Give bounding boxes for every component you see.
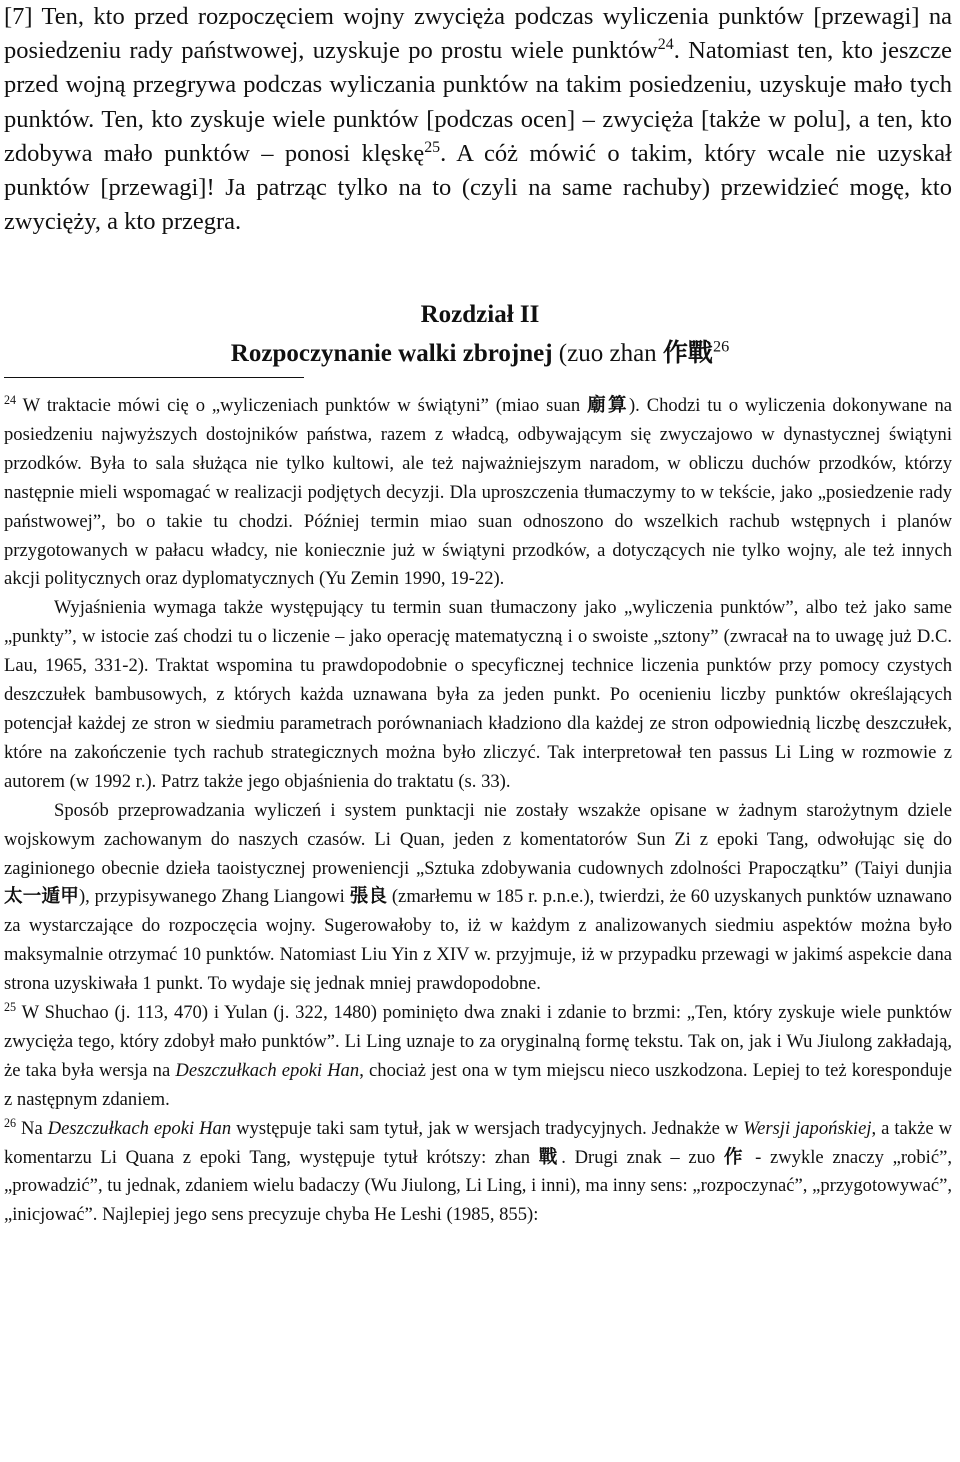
footnote-24-paragraph-3 xyxy=(4,797,952,999)
footnote-text: ), przypisywanego Zhang Liangowi xyxy=(78,886,350,908)
footnote-number: 25 xyxy=(4,999,17,1014)
footnote-cjk: 太一遁甲 xyxy=(4,886,79,908)
footnote-cjk: 戰 xyxy=(538,1146,562,1168)
main-text-part: . Natomiast ten, kto jeszcze przed wojną przegrywa podczas wyliczania punktów na takim posiedzeniu, uzyskuje mało tych punktów. Ten, kto zyskuje wiele punktów [podczas ocen] – zwycięża [także w polu], a ten, kto zdobywa mało punktów – ponosi klęskę xyxy=(4,37,952,167)
footnote-text: ). Chodzi tu o wyliczenia dokonywane na posiedzeniu najwyższych dostojników państwa, razem z władcą, odbywającym się zwyczajowo w dynastycznej świątyni przodków. Była to sala służąca nie tylko kultowi, ale też najważniejszym naradom, w obliczu duchów przodków, którzy następnie mieli wspomagać w realizacji podjętych decyzji. Dla uproszczenia tłumaczymy to w tekście, jako „posiedzenie rady państwowej”, bo o takie tu chodzi. Później termin miao suan odnoszono do wszelkich rachub wstępnych i planów przygotowanych w pałacu władcy, nie koniecznie już w świątyni przodków, a dotyczących nie tylko wojny, ale też innych akcji politycznych oraz dyplomatycznych (Yu Zemin 1990, 19-22). xyxy=(4,395,952,590)
chapter-heading xyxy=(0,296,960,373)
footnote-24-paragraph-2: Wyjaśnienia wymaga także występujący tu termin suan tłumaczony jako „wyliczenia punktów”, albo też jako same „punkty”, w istocie zaś chodzi tu o liczenie – jako operację matematyczną i o swoiste „sztony” (zwracał na to uwagę już D.C. Lau, 1965, 331-2). Traktat wspomina tu prawdopodobnie o specyficznej technice liczenia punktów przy pomocy czystych deszczułek bambusowych, z których każda uznawana była za jeden punkt. Po ocenieniu liczby punktów określających potencjał każdej ze stron w siedmiu parametrach porównaniach kładziono dla każdej ze stron odpowiednią liczbę deszczułek, które na zakończenie tych rachub strategicznych można było zliczyć. Tak interpretował ten passus Li Ling w rozmowie z autorem (w 1992 r.). Patrz także jego objaśnienia do traktatu (s. 33). xyxy=(4,597,952,792)
footnote-number: 26 xyxy=(4,1115,17,1130)
footnote-text: . Drugi znak – zuo xyxy=(561,1146,724,1168)
footnote-text: - zwykle znaczy „robić”, „prowadzić”, tu jednak, zdaniem wielu badaczy (Wu Jiulong, Li Ling, i inni), ma inny sens: „rozpoczynać”, „przygotowywać”, „inicjować”. Najlepiej jego sens precyzuje chyba He Leshi (1985, 855): xyxy=(4,1146,952,1226)
footnote-ref-25[interactable]: 25 xyxy=(424,138,441,156)
footnote-text: , chociaż jest ona w tym miejscu nieco uszkodzona. Lepiej to też koresponduje z następnym zdaniem. xyxy=(4,1059,952,1110)
footnote-italic: Deszczułkach epoki Han xyxy=(47,1117,232,1139)
footnote-text: , a także w komentarzu Li Quana z epoki Tang, występuje tytuł krótszy: zhan xyxy=(4,1117,952,1168)
footnote-text: W Shuchao (j. 113, 470) i Yulan (j. 322, 1480) pominięto dwa znaki i zdanie to brzmi: „Ten, który zyskuje wiele punktów zwycięża tego, który zdobył mało punktów”. Li Ling uznaje to za oryginalną formę tekstu. Tak on, jak i Wu Jiulong zakładają, że taka była wersja na xyxy=(4,1002,952,1081)
footnotes xyxy=(4,392,952,1230)
chapter-number: Rozdział II xyxy=(420,301,540,328)
main-text-part: . A cóż mówić o takim, który wcale nie uzyskał punktów [przewagi]! Ja patrząc tylko na to (czyli na same rachuby) przewidzieć mogę, kto zwycięży, a kto przegra. xyxy=(4,139,952,236)
chapter-title-cjk: 作戰 xyxy=(662,338,713,367)
main-paragraph xyxy=(4,0,952,239)
footnote-italic: Wersji japońskiej xyxy=(743,1117,872,1139)
footnote-text: Sposób przeprowadzania wyliczeń i system punktacji nie zostały wszakże opisane w żadnym starożytnym dziele wojskowym zachowanym do naszych czasów. Li Quan, jeden z komentatorów Sun Zi z epoki Tang, odwołując się do zaginionego obecnie dzieła taoistycznej proweniencji „Sztuka zdobywania cudownych zdolności Prapoczątku” (Taiyi dunjia xyxy=(4,799,952,879)
footnote-cjk: 張良 xyxy=(349,886,388,908)
footnote-cjk: 作 xyxy=(723,1146,747,1168)
footnote-separator xyxy=(4,377,304,378)
footnote-italic: Deszczułkach epoki Han xyxy=(175,1059,360,1081)
footnote-text: (zmarłemu w 185 r. p.n.e.), twierdzi, że 60 uzyskanych punktów uznawano za wystarczające do rozpoczęcia wojny. Sugerowałoby to, iż w każdym z analizowanych siedmiu aspektów można było maksymalnie otrzymać 10 punktów. Natomiast Liu Yin z XIV w. przyjmuje, iż w przypadku przewagi w jakimś aspekcie dana strona uzyskiwała 1 punkt. To wydaje się jednak mniej prawdopodobne. xyxy=(4,886,952,995)
footnote-number: 24 xyxy=(4,392,17,407)
footnote-24 xyxy=(4,392,952,594)
footnote-text: Na xyxy=(16,1117,48,1139)
chapter-title xyxy=(0,334,960,373)
chapter-title-bold: Rozpoczynanie walki zbrojnej xyxy=(230,340,553,367)
footnote-cjk: 廟算 xyxy=(587,395,629,416)
footnote-text: występuje taki sam tytuł, jak w wersjach tradycyjnych. Jednakże w xyxy=(231,1117,744,1139)
footnote-26 xyxy=(4,1115,952,1231)
footnote-ref-26[interactable]: 26 xyxy=(712,337,730,356)
footnote-text: W traktacie mówi cię o „wyliczeniach punktów w świątyni” (miao suan xyxy=(16,395,588,416)
chapter-title-rest: (zuo zhan xyxy=(552,340,663,367)
main-text-part: [7] Ten, kto przed rozpoczęciem wojny zwycięża podczas wyliczenia punktów [przewagi] na posiedzeniu rady państwowej, uzyskuje po prostu wiele punktów xyxy=(4,3,952,65)
footnote-25 xyxy=(4,999,952,1115)
footnote-ref-24[interactable]: 24 xyxy=(657,36,674,54)
